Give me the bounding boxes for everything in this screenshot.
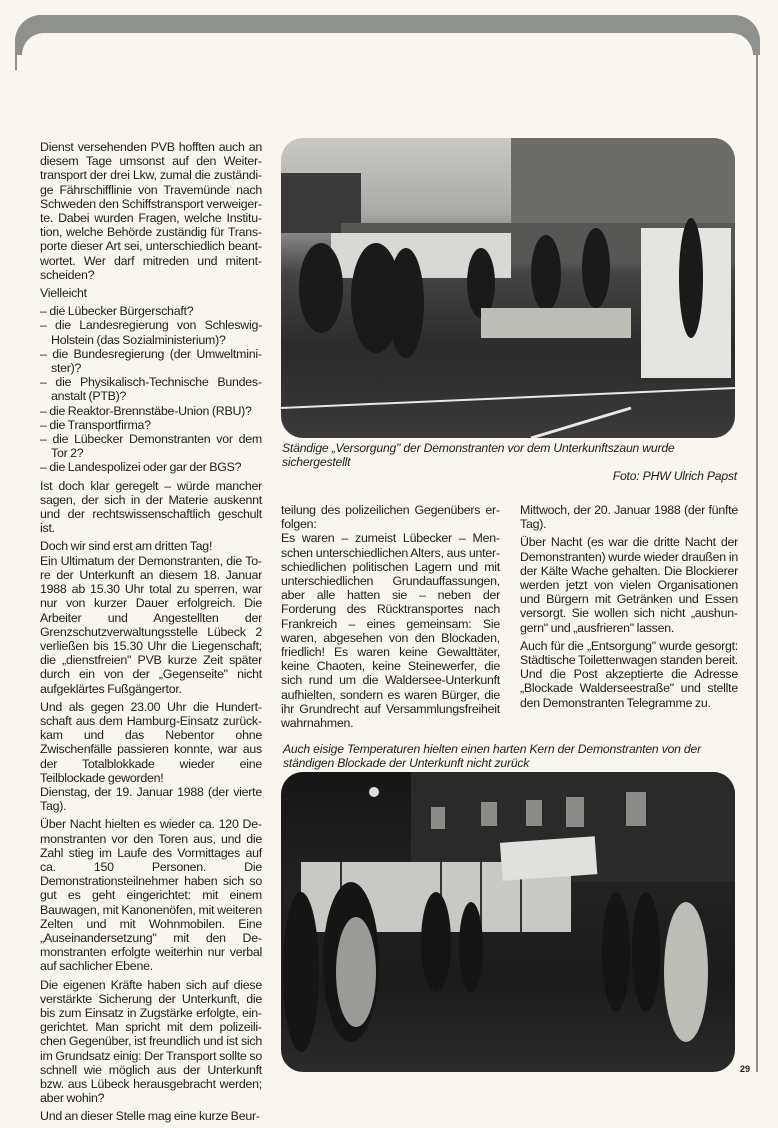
photo-caption-1 — [282, 441, 737, 483]
photo-credit: Foto: PHW Ulrich Papst — [612, 469, 737, 483]
day-heading: Dienstag, der 19. Januar 1988 (der vierte Tag). — [40, 784, 262, 814]
paragraph: Ist doch klar geregelt – würde mancher sagen, der sich in der Materie auskennt und der rechtswissenschaftlich geschult ist. — [40, 478, 262, 536]
list-item: – die Physikalisch-Technische Bundesanstalt (PTB)? — [40, 375, 262, 404]
text-column-3 — [520, 503, 738, 714]
list-item: – die Lübecker Demonstranten vor dem Tor 2? — [40, 432, 262, 461]
paragraph: Ein Ultimatum der Demonstranten, die Tore der Unterkunft an diesem 18. Januar 1988 ab 15.30 Uhr total zu sperren, war nur von kurzer Dauer erfolgreich. Die Arbeiter und Angestellten der Grenzschutzverwaltungsstelle Lübeck 2 verließen bis 15.30 Uhr die Liegenschaft; die „dienstfreien" PVB kurze Zeit später durch ein von der „Gegenseite" nicht aufgeklärtes Fußgängertor. — [40, 553, 262, 696]
photo-scene — [281, 138, 735, 438]
photo-scene — [281, 772, 735, 1072]
paragraph: Über Nacht hielten es wieder ca. 120 Demonstranten vor den Toren aus, und die Zahl stieg im Laufe des Vormittages auf ca. 150 Personen. Die Demonstrationsteilnehmer haben sich so gut es geht eingerichtet: mit einem Bauwagen, mit Kanonenöfen, mit weiteren Zelten und mit Wohnmobilen. Eine „Auseinandersetzung" mit den Demonstranten erfolgte weiterhin nur verbal auf sachlicher Ebene. — [40, 817, 262, 974]
list-item: – die Reaktor-Brennstäbe-Union (RBU)? — [40, 403, 252, 418]
photo-demonstrators-at-fence — [281, 138, 735, 438]
paragraph: Und an dieser Stelle mag eine kurze Beur- — [40, 1109, 260, 1124]
paragraph: Auch für die „Entsorgung" wurde gesorgt: Städtische Toilettenwagen standen bereit. Und die Post akzeptierte die Adresse „Blockade Walderseestraße" und stellte den Demonstranten Telegramme zu. — [520, 638, 738, 710]
list-item: – die Landespolizei oder gar der BGS? — [40, 460, 242, 475]
photo-caption-2: Auch eisige Temperaturen hielten einen harten Kern der Demonstranten von der ständigen Blockade der Unterkunft nicht zurück — [283, 742, 701, 770]
day-heading: Mittwoch, der 20. Januar 1988 (der fünfte Tag). — [520, 503, 738, 532]
list-item: – die Landesregierung von Schleswig-Holstein (das Sozialministerium)? — [40, 318, 262, 347]
question-list — [40, 304, 262, 474]
paragraph: teilung des polizeilichen Gegenübers erfolgen: — [281, 503, 500, 532]
paragraph: Über Nacht (es war die dritte Nacht der Demonstranten) wurde wieder draußen in der Kälte Wache gehalten. Die Blockierer werden jetzt von vielen Organisationen und Bürgern mit Getränken und Essen versorgt. Sie wollen sich nicht „aushungern" und „ausfrieren" lassen. — [520, 535, 738, 635]
caption-text: Ständige „Versorgung" der Demonstranten vor dem Unterkunftszaun wurde sichergestellt — [282, 441, 675, 469]
list-item: – die Transportfirma? — [40, 417, 151, 432]
list-item: – die Bundesregierung (der Umweltminister)? — [40, 346, 262, 376]
paragraph: Doch wir sind erst am dritten Tag! — [40, 539, 213, 554]
text-column-1 — [40, 140, 262, 1128]
paragraph: Dienst versehenden PVB hofften auch an diesem Tage umsonst auf den Weitertransport der drei Lkw, zumal die zuständige Fährschifflinie von Travemünde nach Schweden den Schiffstransport verweigerte. Dabei wurden Fragen, welche Institution, welche Behörde zuständig für Transporte dieser Art sei, unterschiedlich beantwortet. Wer darf mitreden und mitentscheiden? — [40, 140, 262, 282]
paragraph: Es waren – zumeist Lübecker – Menschen unterschiedlichen Alters, aus unterschiedlichen politischen Lagern und mit unterschiedlichen Grundauffassungen, aber alle hatten sie – neben der Forderung des Rücktransportes nach Frankreich – eines gemeinsam: Sie waren, abgesehen von den Blockaden, friedlich! Es waren keine Gewalttäter, keine Chaoten, keine Steinewerfer, die sich rund um die Waldersee-Unterkunft aufhielten, sondern es waren Bürger, die ihr Grundrecht auf Versammlungsfreiheit wahrnahmen. — [281, 531, 500, 731]
frame-rule-left — [15, 40, 17, 70]
photo-night-blockade — [281, 772, 735, 1072]
paragraph: Vielleicht — [40, 286, 87, 301]
paragraph: Und als gegen 23.00 Uhr die Hundertschaft aus dem Hamburg-Einsatz zurückkam und das Nebentor ohne Zwischenfälle passieren konnte, war aus der Totalblokkade wieder eine Teilblockade geworden! — [40, 699, 262, 785]
frame-rule-right — [756, 40, 758, 1072]
paragraph: Die eigenen Kräfte haben sich auf diese verstärkte Sicherung der Unterkunft, die bis zum Einsatz in Zugstärke erfolgte, eingerichtet. Man spricht mit dem polizeilichen Gegenüber, ist freundlich und ist sich im Grundsatz einig: Der Transport sollte so schnell wie möglich aus der Unterkunft bzw. aus Lübeck herausgebracht werden; aber wohin? — [40, 977, 262, 1106]
header-band-inner — [22, 33, 753, 73]
list-item: – die Lübecker Bürgerschaft? — [40, 304, 194, 319]
text-column-2 — [281, 503, 500, 734]
page-number: 29 — [740, 1064, 751, 1074]
